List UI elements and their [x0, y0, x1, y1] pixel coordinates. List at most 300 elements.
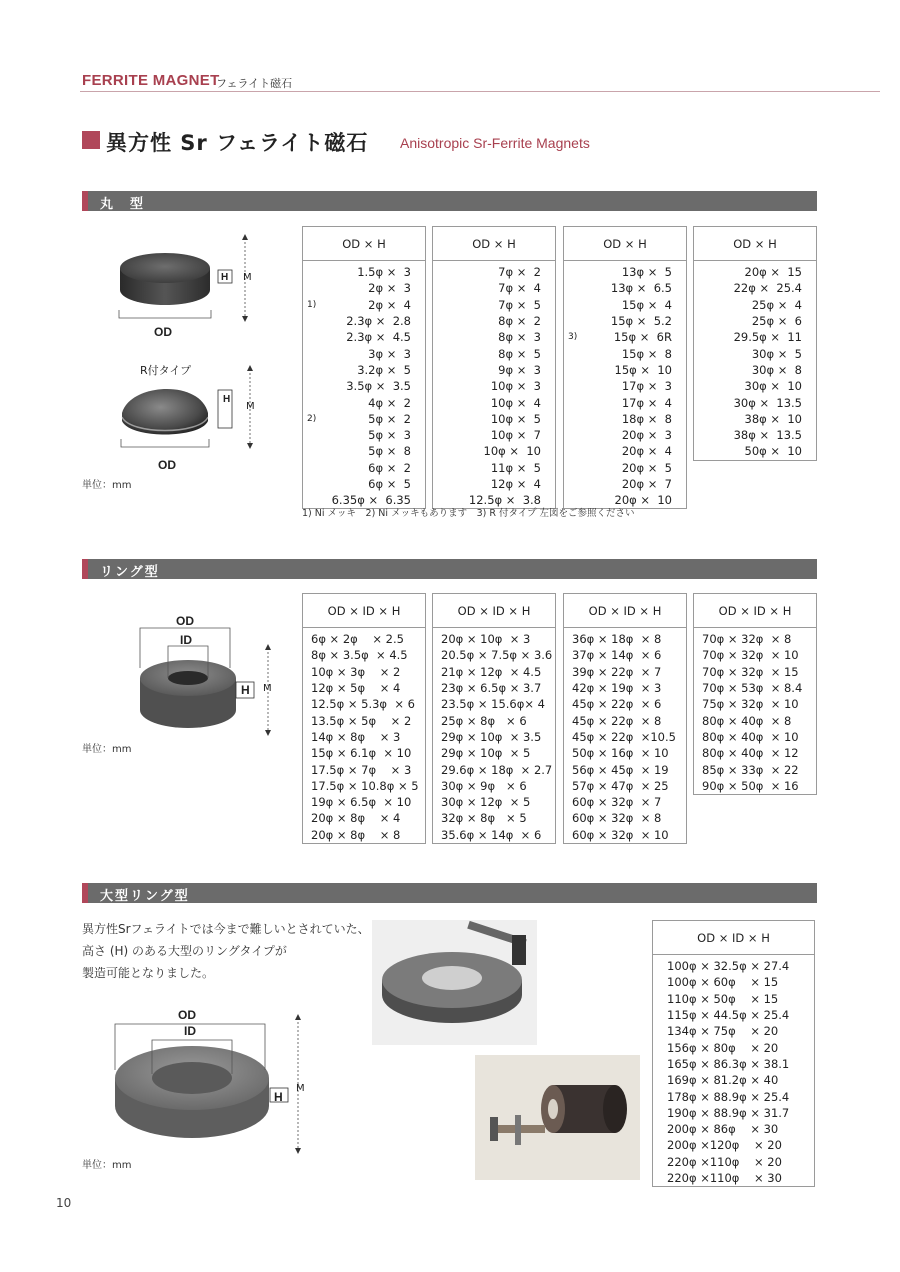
table-row: [303, 411, 426, 427]
cell-value: 15φ × 10: [614, 362, 672, 377]
table-row: [653, 1121, 815, 1137]
table-row: [303, 729, 426, 745]
cell-value: 50φ × 10: [744, 444, 802, 459]
table-cell: 32φ × 8φ × 5: [433, 810, 556, 826]
table-cell: 45φ × 22φ × 6: [564, 696, 687, 712]
table-cell: [303, 394, 426, 410]
unit-label-ring: 単位：mm: [82, 744, 132, 755]
table-cell: [433, 411, 556, 427]
table-cell: [694, 313, 817, 329]
table-cell: [694, 329, 817, 345]
cell-value: 12φ × 4: [490, 477, 541, 491]
table-cell: 8φ × 3.5φ × 4.5: [303, 647, 426, 663]
table-cell: [433, 329, 556, 345]
table-cell: [564, 345, 687, 361]
table-cell: 30φ × 12φ × 5: [433, 794, 556, 810]
table-cell: 14φ × 8φ × 3: [303, 729, 426, 745]
table-row: [433, 778, 556, 794]
table-row: [694, 745, 817, 761]
cell-value: 6.35φ × 6.35: [331, 493, 411, 508]
table-row: [564, 794, 687, 810]
table-cell: 17.5φ × 7φ × 3: [303, 761, 426, 777]
table-cell: [303, 261, 426, 281]
table-cell: [564, 394, 687, 410]
footnote-marker: 2): [307, 413, 317, 424]
dome-od-label: OD: [158, 458, 176, 472]
table-cell: [564, 329, 687, 345]
table-cell: 42φ × 19φ × 3: [564, 680, 687, 696]
table-header: OD × H: [564, 227, 687, 261]
table-row: [694, 297, 817, 313]
table-header: OD × H: [303, 227, 426, 261]
large-ring-od-label: OD: [178, 1008, 196, 1022]
table-header: OD × ID × H: [303, 594, 426, 628]
cell-value: 11φ × 5: [490, 460, 541, 475]
table-cell: 37φ × 14φ × 6: [564, 647, 687, 663]
table-cell: 35.6φ × 14φ × 6: [433, 827, 556, 844]
cell-value: 18φ × 8: [621, 411, 672, 426]
cell-value: 17φ × 3: [621, 379, 672, 394]
cell-value: 10φ × 4: [490, 395, 541, 410]
table-row: [303, 476, 426, 492]
table-cell: 220φ ×110φ × 20: [653, 1154, 815, 1170]
table-cell: [433, 313, 556, 329]
table-row: [303, 427, 426, 443]
table-row: [433, 280, 556, 296]
table-row: [694, 647, 817, 663]
table-row: [433, 647, 556, 663]
table-cell: 45φ × 22φ × 8: [564, 712, 687, 728]
table-cell: 220φ ×110φ × 30: [653, 1170, 815, 1187]
table-cell: [433, 394, 556, 410]
table-cell: [694, 394, 817, 410]
cell-value: 13φ × 6.5: [610, 281, 672, 296]
table-row: [564, 329, 687, 345]
table-row: [564, 664, 687, 680]
table-row: [303, 280, 426, 296]
ring-table-col4: [693, 593, 817, 795]
cell-value: 15φ × 5.2: [610, 314, 672, 329]
table-cell: 36φ × 18φ × 8: [564, 628, 687, 648]
cell-value: 10φ × 5: [490, 411, 541, 426]
table-cell: 60φ × 32φ × 10: [564, 827, 687, 844]
table-cell: 110φ × 50φ × 15: [653, 991, 815, 1007]
table-row: [433, 411, 556, 427]
cell-value: 25φ × 4: [751, 297, 802, 312]
cell-value: 10φ × 10: [483, 444, 541, 459]
cell-value: 20φ × 5: [621, 460, 672, 475]
table-cell: [694, 427, 817, 443]
table-cell: [564, 427, 687, 443]
ring-m-label: M: [263, 683, 272, 694]
table-row: [564, 443, 687, 459]
table-cell: [694, 261, 817, 281]
cell-value: 6φ × 2: [368, 460, 411, 475]
round-table-col2: [432, 226, 556, 509]
desc-line: 異方性Srフェライトでは今まで難しいとされていた、: [82, 922, 370, 936]
table-cell: 60φ × 32φ × 8: [564, 810, 687, 826]
table-row: [653, 1105, 815, 1121]
table-row: [653, 1007, 815, 1023]
table-row: [433, 362, 556, 378]
table-row: [303, 827, 426, 844]
footnote-marker: 1): [307, 299, 317, 310]
table-cell: [303, 280, 426, 296]
table-cell: [694, 362, 817, 378]
table-row: [303, 745, 426, 761]
cell-value: 15φ × 4: [621, 297, 672, 312]
cell-value: 8φ × 2: [498, 314, 541, 329]
table-row: [564, 394, 687, 410]
table-row: [303, 647, 426, 663]
table-cell: 25φ × 8φ × 6: [433, 712, 556, 728]
table-cell: [303, 313, 426, 329]
table-row: [653, 1154, 815, 1170]
table-cell: 20φ × 10φ × 3: [433, 628, 556, 648]
cell-value: 22φ × 25.4: [733, 281, 802, 296]
table-row: [694, 329, 817, 345]
cell-value: 10φ × 7: [490, 428, 541, 443]
dome-diagram: [110, 365, 280, 465]
table-row: [303, 297, 426, 313]
table-cell: 20φ × 8φ × 4: [303, 810, 426, 826]
dome-m-label: M: [246, 401, 255, 412]
cell-value: 30φ × 13.5: [733, 395, 802, 410]
table-row: [564, 345, 687, 361]
table-row: [564, 745, 687, 761]
cell-value: 4φ × 2: [368, 395, 411, 410]
header-divider: [80, 91, 880, 92]
large-ring-table: [652, 920, 815, 1187]
table-row: [653, 974, 815, 990]
page-number: 10: [56, 1196, 72, 1210]
table-row: [303, 394, 426, 410]
table-cell: 23φ × 6.5φ × 3.7: [433, 680, 556, 696]
table-cell: [303, 378, 426, 394]
table-cell: [564, 411, 687, 427]
cell-value: 8φ × 5: [498, 346, 541, 361]
cell-value: 17φ × 4: [621, 395, 672, 410]
table-row: [653, 1137, 815, 1153]
table-cell: 20φ × 8φ × 8: [303, 827, 426, 844]
section-ring-header: [82, 559, 817, 579]
table-row: [564, 411, 687, 427]
table-cell: [564, 460, 687, 476]
table-row: [653, 991, 815, 1007]
table-cell: 12φ × 5φ × 4: [303, 680, 426, 696]
table-row: [564, 761, 687, 777]
cell-value: 2φ × 4: [368, 297, 411, 312]
table-row: [433, 476, 556, 492]
table-cell: 29.6φ × 18φ × 2.7: [433, 761, 556, 777]
table-row: [564, 297, 687, 313]
table-cell: 80φ × 40φ × 12: [694, 745, 817, 761]
table-row: [433, 427, 556, 443]
table-row: [694, 411, 817, 427]
cell-value: 38φ × 10: [744, 411, 802, 426]
table-row: [694, 628, 817, 648]
cell-value: 5φ × 3: [368, 428, 411, 443]
table-row: [564, 378, 687, 394]
table-cell: 50φ × 16φ × 10: [564, 745, 687, 761]
table-header: OD × ID × H: [653, 921, 815, 955]
round-table-col1: [302, 226, 426, 509]
table-row: [433, 794, 556, 810]
table-cell: [433, 460, 556, 476]
table-row: [653, 1088, 815, 1104]
table-cell: 39φ × 22φ × 7: [564, 664, 687, 680]
table-cell: [433, 261, 556, 281]
table-cell: 134φ × 75φ × 20: [653, 1023, 815, 1039]
table-cell: [564, 313, 687, 329]
table-cell: 70φ × 53φ × 8.4: [694, 680, 817, 696]
table-row: [303, 794, 426, 810]
cell-value: 29.5φ × 11: [733, 330, 802, 345]
table-row: [653, 1072, 815, 1088]
table-cell: 10φ × 3φ × 2: [303, 664, 426, 680]
table-cell: 29φ × 10φ × 3.5: [433, 729, 556, 745]
cell-value: 15φ × 6R: [613, 330, 672, 345]
page-title-jp: 異方性 Sr フェライト磁石: [106, 131, 369, 155]
table-cell: [694, 297, 817, 313]
table-header: OD × ID × H: [694, 594, 817, 628]
table-cell: 156φ × 80φ × 20: [653, 1039, 815, 1055]
table-cell: [303, 329, 426, 345]
large-ring-diagram: [110, 1010, 310, 1160]
table-cell: 75φ × 32φ × 10: [694, 696, 817, 712]
table-row: [433, 329, 556, 345]
table-cell: [564, 362, 687, 378]
table-row: [694, 378, 817, 394]
table-row: [433, 827, 556, 844]
cell-value: 10φ × 3: [490, 379, 541, 394]
table-cell: 165φ × 86.3φ × 38.1: [653, 1056, 815, 1072]
large-ring-photo-2: [475, 1055, 640, 1180]
table-row: [564, 712, 687, 728]
round-table-col3: [563, 226, 687, 509]
table-cell: 13.5φ × 5φ × 2: [303, 712, 426, 728]
table-cell: 70φ × 32φ × 8: [694, 628, 817, 648]
table-row: [564, 696, 687, 712]
table-cell: 19φ × 6.5φ × 10: [303, 794, 426, 810]
table-cell: [694, 443, 817, 460]
cell-value: 20φ × 10: [614, 493, 672, 508]
cell-value: 13φ × 5: [621, 265, 672, 280]
table-row: [694, 427, 817, 443]
ring-table-col2: [432, 593, 556, 844]
table-cell: 200φ ×120φ × 20: [653, 1137, 815, 1153]
table-row: [433, 345, 556, 361]
cell-value: 7φ × 5: [498, 297, 541, 312]
table-row: [303, 345, 426, 361]
disc-od-label: OD: [154, 325, 172, 339]
table-row: [433, 680, 556, 696]
table-cell: 80φ × 40φ × 8: [694, 712, 817, 728]
cell-value: 30φ × 5: [751, 346, 802, 361]
table-cell: [564, 378, 687, 394]
table-cell: [433, 362, 556, 378]
cell-value: 38φ × 13.5: [733, 428, 802, 443]
table-row: [433, 297, 556, 313]
table-cell: [433, 280, 556, 296]
table-cell: 15φ × 6.1φ × 10: [303, 745, 426, 761]
section-large-ring-header: [82, 883, 817, 903]
cell-value: 7φ × 4: [498, 281, 541, 296]
disc-m-label: M: [243, 272, 252, 283]
table-cell: 169φ × 81.2φ × 40: [653, 1072, 815, 1088]
table-row: [694, 729, 817, 745]
table-row: [303, 761, 426, 777]
table-row: [433, 628, 556, 648]
title-marker: [82, 131, 100, 149]
cell-value: 9φ × 3: [498, 362, 541, 377]
table-row: [303, 443, 426, 459]
table-row: [303, 664, 426, 680]
dome-h-label: H: [223, 394, 231, 405]
section-round-title: 丸 型: [100, 197, 146, 212]
large-ring-h-label: H: [274, 1090, 283, 1104]
table-cell: 12.5φ × 5.3φ × 6: [303, 696, 426, 712]
table-row: [694, 362, 817, 378]
table-row: [303, 680, 426, 696]
table-row: [653, 1056, 815, 1072]
cell-value: 3φ × 3: [368, 346, 411, 361]
table-row: [303, 460, 426, 476]
table-row: [694, 261, 817, 281]
table-header: OD × ID × H: [433, 594, 556, 628]
table-header: OD × H: [694, 227, 817, 261]
table-row: [694, 778, 817, 795]
table-cell: 20.5φ × 7.5φ × 3.6: [433, 647, 556, 663]
table-row: [433, 664, 556, 680]
table-row: [564, 827, 687, 844]
disc-diagram: [110, 230, 280, 350]
table-row: [564, 460, 687, 476]
table-cell: [564, 476, 687, 492]
table-row: [564, 362, 687, 378]
ring-table-col3: [563, 593, 687, 844]
table-row: [303, 810, 426, 826]
table-cell: 21φ × 12φ × 4.5: [433, 664, 556, 680]
table-row: [303, 378, 426, 394]
table-cell: [564, 280, 687, 296]
disc-h-label: H: [221, 272, 229, 283]
table-cell: [303, 411, 426, 427]
table-row: [694, 696, 817, 712]
table-header: OD × ID × H: [564, 594, 687, 628]
table-cell: 90φ × 50φ × 16: [694, 778, 817, 795]
table-row: [564, 427, 687, 443]
table-row: [303, 329, 426, 345]
table-row: [653, 1023, 815, 1039]
cell-value: 6φ × 5: [368, 477, 411, 491]
table-row: [653, 1039, 815, 1055]
large-ring-photo-1: [372, 920, 537, 1045]
table-row: [433, 261, 556, 281]
desc-line: 製造可能となりました。: [82, 966, 215, 980]
table-cell: 23.5φ × 15.6φ× 4: [433, 696, 556, 712]
table-row: [694, 345, 817, 361]
table-cell: 100φ × 60φ × 15: [653, 974, 815, 990]
table-cell: [433, 378, 556, 394]
table-cell: 100φ × 32.5φ × 27.4: [653, 955, 815, 975]
table-cell: [694, 378, 817, 394]
cell-value: 30φ × 8: [751, 362, 802, 377]
large-ring-id-label: ID: [184, 1024, 196, 1038]
table-row: [433, 810, 556, 826]
table-row: [433, 745, 556, 761]
cell-value: 5φ × 2: [368, 411, 411, 426]
cell-value: 8φ × 3: [498, 330, 541, 345]
table-row: [694, 394, 817, 410]
table-row: [694, 313, 817, 329]
table-cell: [564, 297, 687, 313]
table-row: [433, 712, 556, 728]
cell-value: 20φ × 15: [744, 265, 802, 280]
table-row: [564, 313, 687, 329]
table-row: [653, 1170, 815, 1187]
table-row: [433, 378, 556, 394]
table-row: [694, 761, 817, 777]
table-row: [303, 313, 426, 329]
table-row: [564, 476, 687, 492]
table-row: [303, 696, 426, 712]
table-cell: [303, 476, 426, 492]
cell-value: 30φ × 10: [744, 379, 802, 394]
table-cell: 178φ × 88.9φ × 25.4: [653, 1088, 815, 1104]
table-cell: 190φ × 88.9φ × 31.7: [653, 1105, 815, 1121]
large-ring-description: [82, 918, 370, 984]
round-footnote: 1) Ni メッキ 2) Ni メッキもあります 3) R 付タイプ 左図をご参照ください: [302, 508, 635, 519]
table-row: [694, 712, 817, 728]
table-cell: 6φ × 2φ × 2.5: [303, 628, 426, 648]
cell-value: 20φ × 4: [621, 444, 672, 459]
table-row: [564, 810, 687, 826]
section-large-ring-title: 大型リング型: [100, 889, 190, 904]
table-row: [694, 680, 817, 696]
section-round-header: [82, 191, 817, 211]
ring-od-label: OD: [176, 614, 194, 628]
table-cell: [694, 280, 817, 296]
table-cell: 60φ × 32φ × 7: [564, 794, 687, 810]
table-row: [433, 729, 556, 745]
table-row: [303, 628, 426, 648]
table-row: [694, 664, 817, 680]
table-cell: 70φ × 32φ × 10: [694, 647, 817, 663]
table-cell: 57φ × 47φ × 25: [564, 778, 687, 794]
r-type-label: R付タイプ: [140, 364, 192, 377]
cell-value: 2.3φ × 4.5: [346, 330, 411, 345]
table-cell: [433, 345, 556, 361]
table-cell: 29φ × 10φ × 5: [433, 745, 556, 761]
ring-h-label: H: [241, 683, 250, 697]
table-cell: 115φ × 44.5φ × 25.4: [653, 1007, 815, 1023]
ring-table-col1: [302, 593, 426, 844]
table-cell: [303, 443, 426, 459]
cell-value: 1.5φ × 3: [357, 265, 411, 280]
table-cell: [564, 261, 687, 281]
table-cell: [694, 345, 817, 361]
table-cell: 56φ × 45φ × 19: [564, 761, 687, 777]
table-row: [694, 280, 817, 296]
cell-value: 5φ × 8: [368, 444, 411, 459]
table-cell: [303, 460, 426, 476]
table-row: [694, 443, 817, 460]
table-cell: [433, 443, 556, 459]
ring-id-label: ID: [180, 633, 192, 647]
large-ring-m-label: M: [296, 1083, 305, 1094]
cell-value: 2φ × 3: [368, 281, 411, 296]
